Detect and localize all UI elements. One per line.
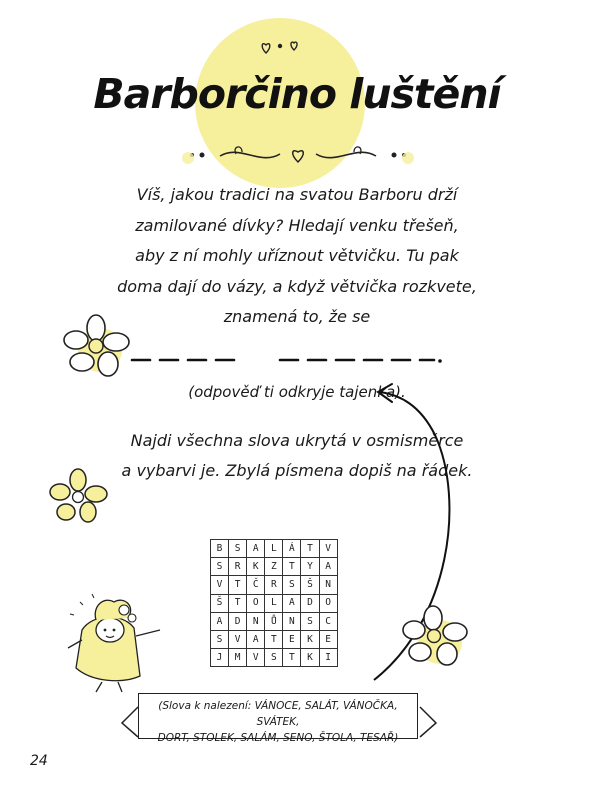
- grid-cell[interactable]: T: [283, 649, 301, 667]
- flower-icon: [48, 468, 108, 524]
- grid-cell[interactable]: V: [229, 630, 247, 648]
- grid-cell[interactable]: T: [229, 594, 247, 612]
- grid-cell[interactable]: S: [229, 540, 247, 558]
- grid-cell[interactable]: V: [247, 649, 265, 667]
- grid-cell[interactable]: A: [247, 540, 265, 558]
- grid-cell[interactable]: A: [283, 594, 301, 612]
- word-list-line: DORT, STOLEK, SALÁM, SENO, ŠTOLA, TESAŘ): [157, 732, 399, 744]
- grid-cell[interactable]: Š: [211, 594, 229, 612]
- grid-cell[interactable]: V: [319, 540, 337, 558]
- grid-cell[interactable]: J: [211, 649, 229, 667]
- grid-cell[interactable]: A: [211, 612, 229, 630]
- page-number: 24: [30, 753, 48, 769]
- grid-cell[interactable]: A: [319, 558, 337, 576]
- grid-cell[interactable]: E: [319, 630, 337, 648]
- grid-cell[interactable]: N: [283, 612, 301, 630]
- grid-cell[interactable]: K: [301, 649, 319, 667]
- grid-cell[interactable]: Ů: [265, 612, 283, 630]
- grid-cell[interactable]: T: [229, 576, 247, 594]
- word-list-line: (Slova k nalezení: VÁNOCE, SALÁT, VÁNOČKA, SVÁTEK,: [158, 700, 398, 728]
- heart-icon: [258, 38, 308, 60]
- answer-blank-line[interactable]: [128, 348, 448, 368]
- grid-cell[interactable]: Á: [283, 540, 301, 558]
- grid-cell[interactable]: K: [301, 630, 319, 648]
- intro-line: Víš, jakou tradici na svatou Barboru drží: [136, 185, 458, 204]
- answer-note: (odpověď ti odkryje tajenka).: [188, 383, 406, 401]
- grid-row: [211, 612, 338, 630]
- grid-cell[interactable]: I: [319, 649, 337, 667]
- intro-line: doma dají do vázy, a když větvička rozkvete,: [117, 276, 477, 296]
- word-list: [142, 698, 414, 746]
- grid-cell[interactable]: O: [319, 594, 337, 612]
- grid-cell[interactable]: M: [229, 649, 247, 667]
- grid-cell[interactable]: L: [265, 594, 283, 612]
- grid-cell[interactable]: Š: [301, 576, 319, 594]
- page-title: Barborčino luštění: [93, 70, 501, 118]
- intro-line: aby z ní mohly uříznout větvičku. Tu pak: [135, 246, 459, 265]
- grid-cell[interactable]: R: [229, 558, 247, 576]
- grid-row: [211, 594, 338, 612]
- grid-cell[interactable]: N: [247, 612, 265, 630]
- word-search-grid: [210, 539, 338, 667]
- grid-cell[interactable]: B: [211, 540, 229, 558]
- grid-cell[interactable]: R: [265, 576, 283, 594]
- grid-cell[interactable]: V: [211, 576, 229, 594]
- grid-cell[interactable]: S: [211, 558, 229, 576]
- grid-cell[interactable]: K: [247, 558, 265, 576]
- grid-cell[interactable]: T: [301, 540, 319, 558]
- grid-cell[interactable]: S: [265, 649, 283, 667]
- grid-cell[interactable]: S: [211, 630, 229, 648]
- grid-cell[interactable]: Č: [247, 576, 265, 594]
- flower-icon: [60, 312, 132, 378]
- grid-cell[interactable]: O: [247, 594, 265, 612]
- grid-cell[interactable]: T: [283, 558, 301, 576]
- swirl-ornament: [180, 140, 416, 170]
- grid-row: [211, 576, 338, 594]
- intro-paragraph: [100, 180, 494, 333]
- instructions-line: Najdi všechna slova ukrytá v osmisměrce: [130, 431, 464, 450]
- grid-cell[interactable]: D: [301, 594, 319, 612]
- grid-cell[interactable]: C: [319, 612, 337, 630]
- grid-cell[interactable]: L: [265, 540, 283, 558]
- grid-row: [211, 558, 338, 576]
- flower-icon: [400, 604, 470, 668]
- grid-cell[interactable]: E: [283, 630, 301, 648]
- fairy-girl-illustration: [62, 584, 172, 694]
- grid-row: [211, 540, 338, 558]
- intro-line: znamená to, že se: [223, 307, 371, 326]
- grid-cell[interactable]: Z: [265, 558, 283, 576]
- grid-cell[interactable]: T: [265, 630, 283, 648]
- grid-cell[interactable]: A: [247, 630, 265, 648]
- instructions-line: a vybarvi je. Zbylá písmena dopiš na řádek.: [121, 461, 473, 480]
- grid-row: [211, 630, 338, 648]
- grid-cell[interactable]: D: [229, 612, 247, 630]
- grid-row: [211, 649, 338, 667]
- grid-cell[interactable]: N: [319, 576, 337, 594]
- grid-cell[interactable]: Y: [301, 558, 319, 576]
- grid-cell[interactable]: S: [301, 612, 319, 630]
- grid-cell[interactable]: S: [283, 576, 301, 594]
- intro-line: zamilované dívky? Hledají venku třešeň,: [135, 215, 459, 235]
